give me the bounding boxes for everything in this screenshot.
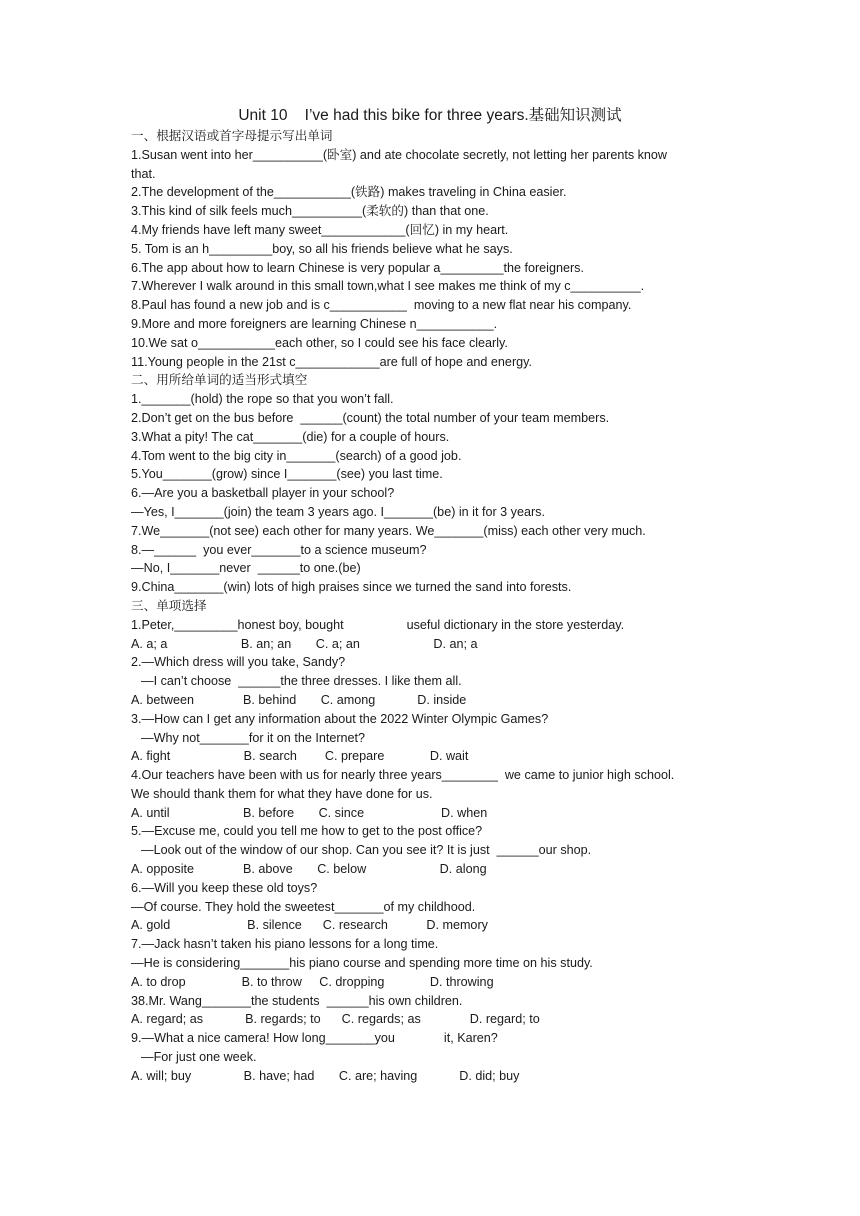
text-line: A. will; buy B. have; had C. are; having D. did; buy (131, 1068, 520, 1083)
text-line: 8.Paul has found a new job and is c___________ moving to a new flat near his company. (131, 298, 632, 313)
text-line: A. between B. behind C. among D. inside (131, 692, 467, 707)
text-line: —He is considering_______his piano course and spending more time on his study. (131, 956, 593, 971)
text-line: A. gold B. silence C. research D. memory (131, 918, 488, 933)
text-line: 6.—Are you a basketball player in your school? (131, 486, 395, 501)
text-line: 38.Mr. Wang_______the students ______his own children. (131, 993, 463, 1008)
text-line: A. a; a B. an; an C. a; an D. an; a (131, 636, 478, 651)
text-line: 6.The app about how to learn Chinese is very popular a_________the foreigners. (131, 260, 584, 275)
text-line: 5.You_______(grow) since I_______(see) you last time. (131, 467, 443, 482)
text-line: —I can’t choose ______the three dresses. I like them all. (141, 674, 462, 689)
section-heading: 一、根据汉语或首字母提示写出单词 (131, 128, 333, 143)
text-line: 10.We sat o___________each other, so I could see his face clearly. (131, 335, 508, 350)
text-line: A. until B. before C. since D. when (131, 805, 488, 820)
text-line: 2.The development of the___________(铁路) makes traveling in China easier. (131, 185, 567, 200)
text-line: 4.Tom went to the big city in_______(search) of a good job. (131, 448, 462, 463)
text-line: —No, I_______never ______to one.(be) (131, 561, 361, 576)
text-line: A. regard; as B. regards; to C. regards; as D. regard; to (131, 1012, 540, 1027)
text-line: 4.Our teachers have been with us for nearly three years________ we came to junior high school. (131, 768, 675, 783)
text-line: 3.What a pity! The cat_______(die) for a couple of hours. (131, 429, 450, 444)
question-list (131, 127, 736, 1086)
section-heading: 二、用所给单词的适当形式填空 (131, 372, 308, 388)
text-line: A. opposite B. above C. below D. along (131, 862, 487, 877)
text-line: We should thank them for what they have done for us. (131, 786, 433, 801)
text-line: 6.—Will you keep these old toys? (131, 880, 318, 895)
text-line: that. (131, 166, 156, 181)
text-line: 2.—Which dress will you take, Sandy? (131, 655, 346, 670)
section-heading: 三、单项选择 (131, 597, 207, 613)
document-title: Unit 10 I’ve had this bike for three years.基础知识测试 (238, 107, 622, 124)
text-line: 1.Peter,_________honest boy, bought useful dictionary in the store yesterday. (131, 617, 625, 632)
text-line: 11.Young people in the 21st c____________are full of hope and energy. (131, 354, 532, 369)
text-line: —Look out of the window of our shop. Can you see it? It is just ______our shop. (141, 843, 592, 858)
text-line: 1.Susan went into her__________(卧室) and ate chocolate secretly, not letting her parents know (131, 147, 668, 162)
text-line: —Why not_______for it on the Internet? (141, 730, 366, 745)
text-line: —Of course. They hold the sweetest_______of my childhood. (131, 899, 476, 914)
text-line: 2.Don’t get on the bus before ______(count) the total number of your team members. (131, 410, 610, 425)
text-line: 3.—How can I get any information about the 2022 Winter Olympic Games? (131, 711, 549, 726)
text-line: 5.—Excuse me, could you tell me how to get to the post office? (131, 824, 483, 839)
text-line: 5. Tom is an h_________boy, so all his friends believe what he says. (131, 241, 513, 256)
text-line: A. fight B. search C. prepare D. wait (131, 749, 469, 764)
text-line: —Yes, I_______(join) the team 3 years ago. I_______(be) in it for 3 years. (131, 504, 545, 519)
text-line: 7.—Jack hasn’t taken his piano lessons for a long time. (131, 937, 439, 952)
text-line: —For just one week. (141, 1050, 257, 1065)
text-line: 1._______(hold) the rope so that you won’t fall. (131, 392, 394, 407)
text-line: 9.—What a nice camera! How long_______you it, Karen? (131, 1031, 498, 1046)
text-line: 8.—______ you ever_______to a science museum? (131, 542, 427, 557)
text-line: 9.More and more foreigners are learning Chinese n___________. (131, 316, 498, 331)
text-line: 3.This kind of silk feels much__________(柔软的) than that one. (131, 204, 489, 219)
text-line: 4.My friends have left many sweet____________(回忆) in my heart. (131, 222, 509, 237)
text-line: A. to drop B. to throw C. dropping D. throwing (131, 974, 494, 989)
text-line: 7.Wherever I walk around in this small town,what I see makes me think of my c__________. (131, 279, 645, 294)
text-line: 9.China_______(win) lots of high praises since we turned the sand into forests. (131, 580, 572, 595)
text-line: 7.We_______(not see) each other for many years. We_______(miss) each other very much. (131, 523, 646, 538)
